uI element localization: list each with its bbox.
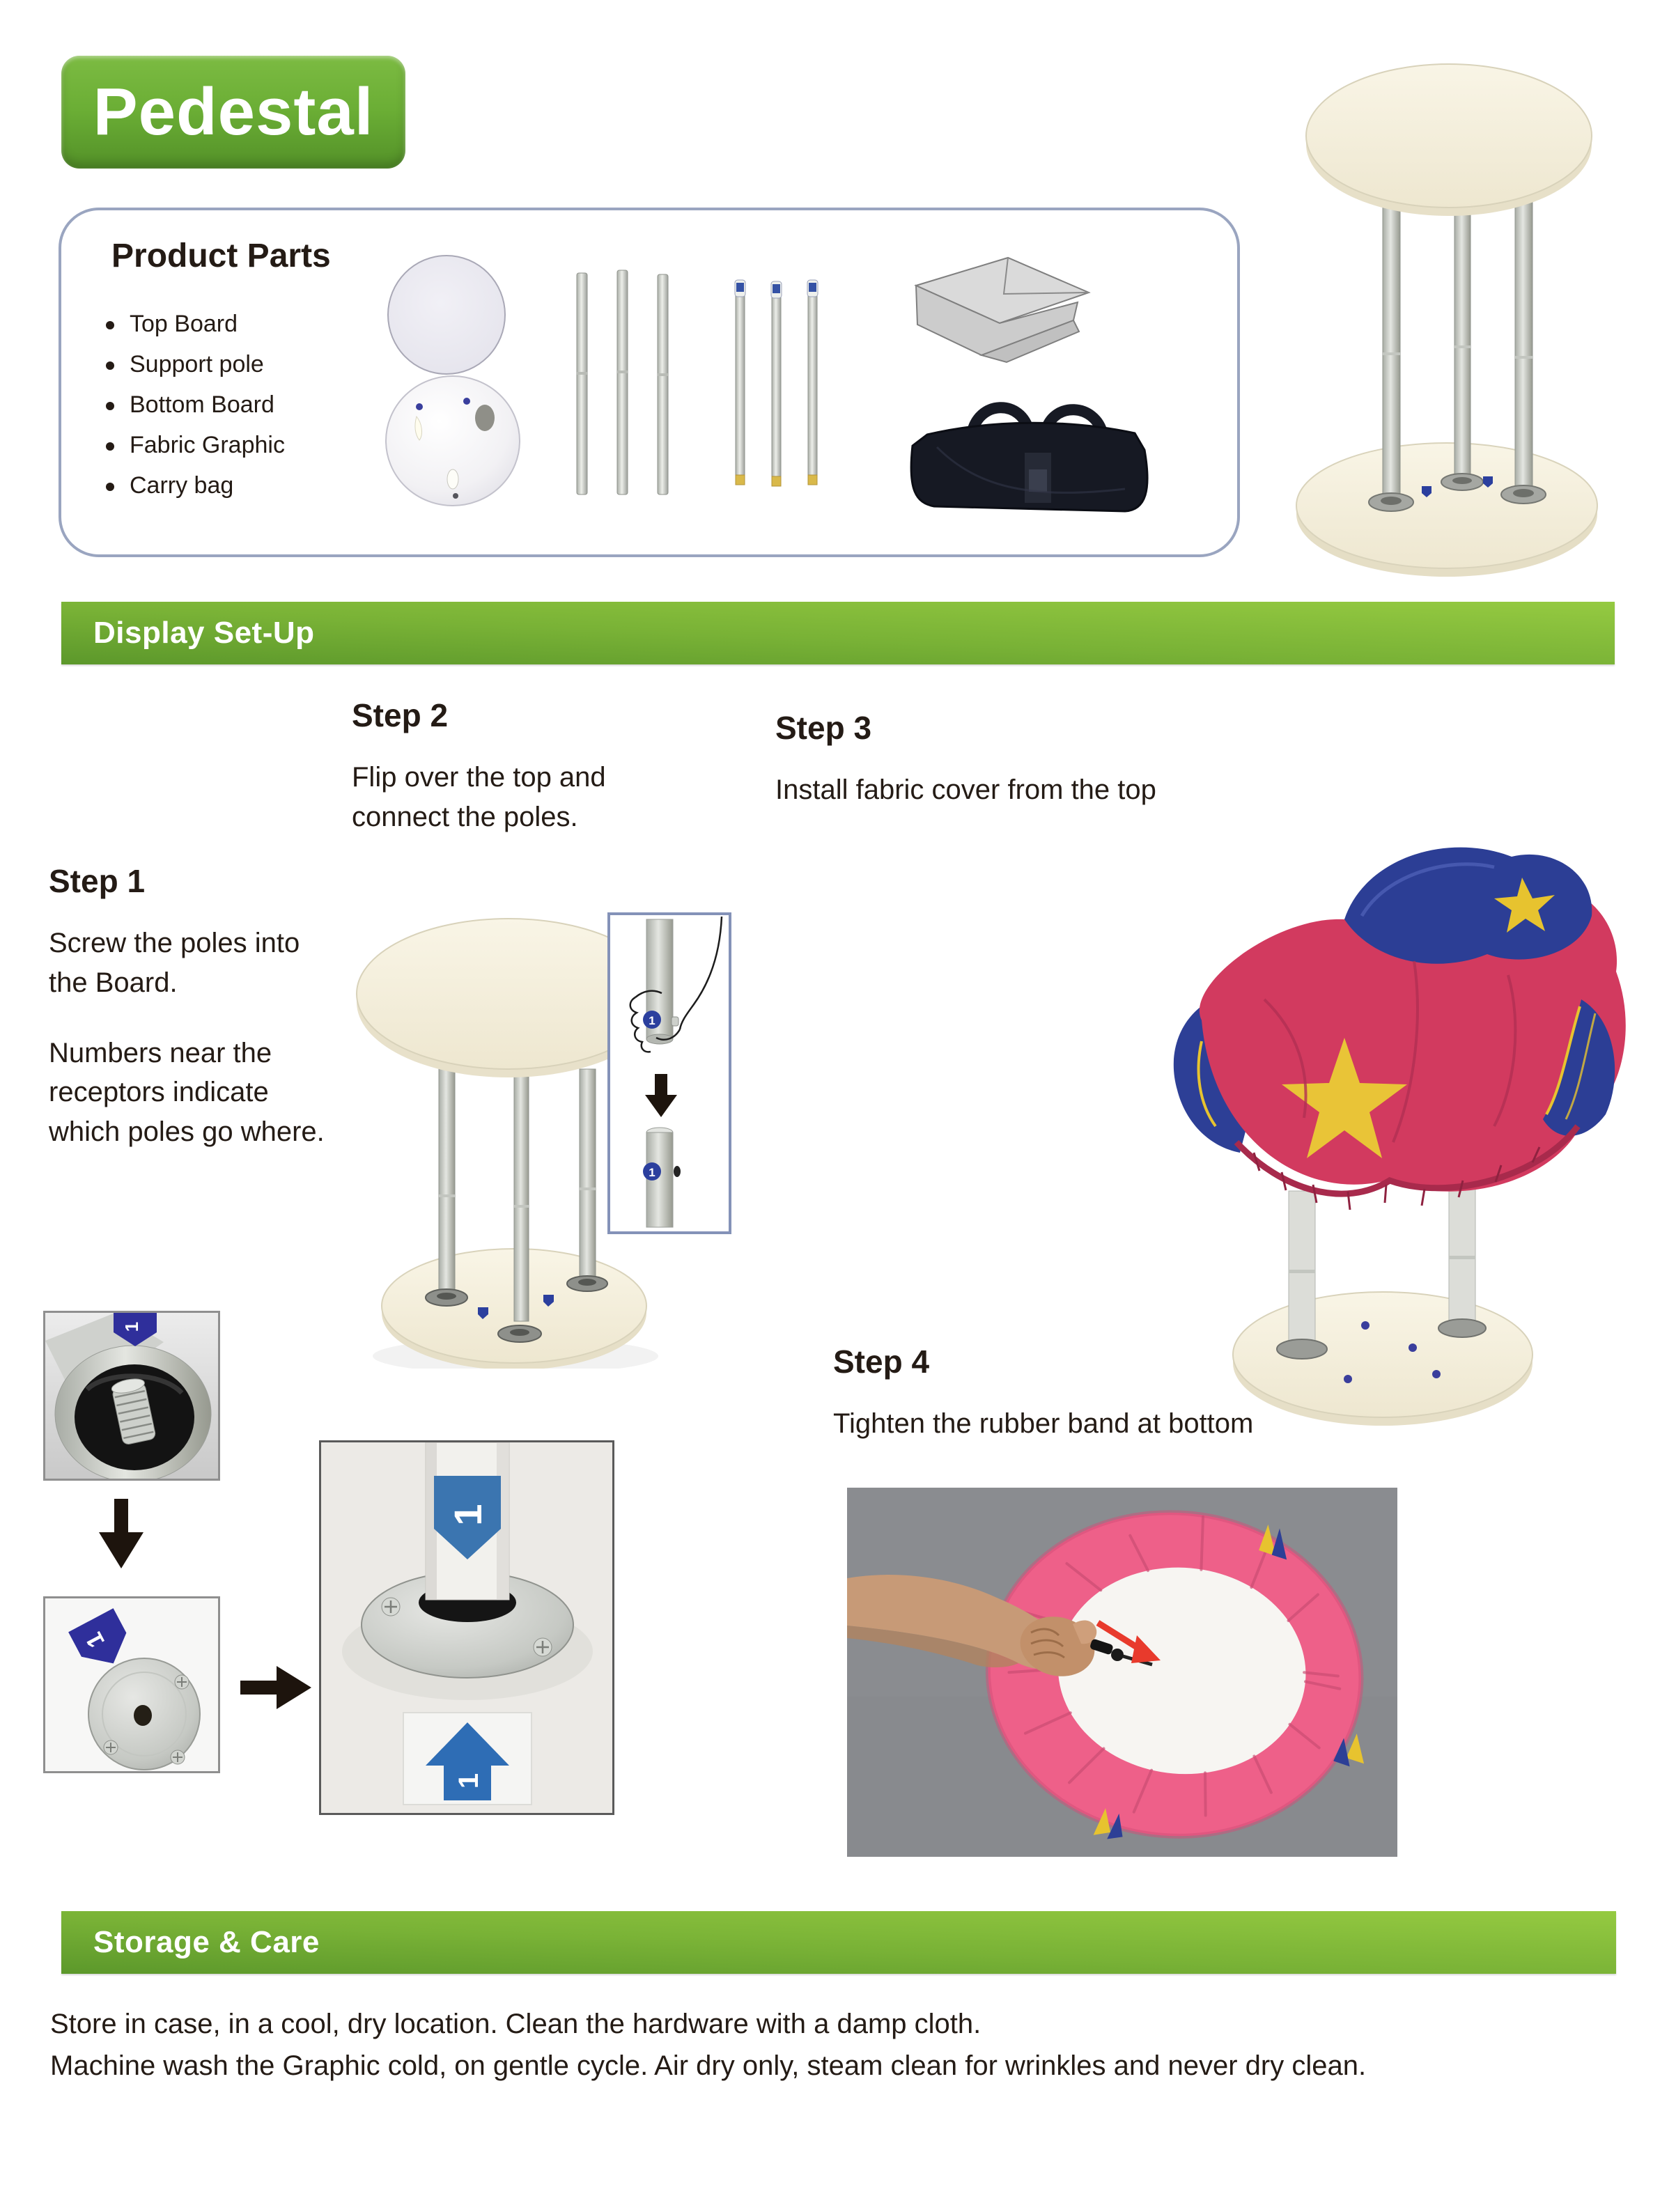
page-title: Pedestal [93, 75, 374, 149]
receptor-ring [1369, 493, 1413, 511]
receptor-ring [1501, 485, 1546, 504]
screw [104, 1740, 118, 1754]
numbered-poles-image [730, 276, 823, 497]
carry-bag-image [895, 384, 1161, 521]
blue-tag [773, 284, 780, 293]
list-item: Carry bag [106, 465, 285, 506]
fabric-cover [1174, 848, 1626, 1210]
support-pole [1454, 189, 1471, 480]
bullet-icon [106, 321, 114, 329]
support-pole [1449, 1177, 1475, 1329]
receptor-mark [447, 469, 458, 489]
pole-in-receptor-graphic [321, 1442, 612, 1813]
bullet-icon [106, 483, 114, 491]
product-parts-heading: Product Parts [111, 237, 331, 274]
receptor-ring [498, 1325, 541, 1342]
list-item: Bottom Board [106, 384, 285, 425]
step2-inset [607, 912, 731, 1234]
pole-number-dot [416, 403, 423, 410]
number-tag [1409, 1343, 1417, 1352]
receptor-ring [426, 1289, 467, 1306]
fabric-graphic-image [902, 252, 1101, 374]
step4-body: Tighten the rubber band at bottom [833, 1408, 1254, 1439]
support-pole [1383, 192, 1400, 500]
support-pole [580, 1069, 596, 1282]
screw [171, 1750, 185, 1764]
list-item: Fabric Graphic [106, 425, 285, 465]
screw-dot [453, 493, 458, 499]
receptor-plate-graphic [45, 1598, 218, 1771]
step2-text [352, 696, 686, 837]
receptor-ring [1438, 1319, 1486, 1337]
support-poles-image [570, 267, 676, 500]
blue-tag [809, 283, 816, 292]
top-board-image [387, 255, 506, 375]
floor-sticker [403, 1713, 531, 1805]
yellow-tip [772, 476, 781, 486]
support-pole [1289, 1191, 1315, 1350]
pole-number: 1 [446, 1504, 490, 1526]
yellow-tip [736, 475, 745, 485]
step1-assembled-receptor-photo [319, 1440, 614, 1815]
bullet-icon [106, 361, 114, 370]
snap-hole [674, 1166, 681, 1177]
step1-body2: Numbers near the receptors indicate which poles go where. [49, 1037, 325, 1148]
number-tag [1432, 1370, 1441, 1378]
list-item: Top Board [106, 304, 285, 344]
list-item: Support pole [106, 344, 285, 384]
yellow-tip [808, 475, 817, 485]
step2-body: Flip over the top and connect the poles. [352, 762, 606, 832]
hand-outline [630, 917, 722, 1052]
pole-number: 1 [121, 1321, 142, 1332]
pole-number: 1 [80, 1628, 111, 1652]
bottom-board [1296, 443, 1597, 568]
pole-number: 1 [453, 1773, 484, 1789]
screw [534, 1638, 552, 1656]
step1-body1: Screw the poles into the Board. [49, 928, 300, 998]
step3-body: Install fabric cover from the top [775, 774, 1156, 805]
step3-title: Step 3 [775, 710, 872, 746]
top-board [1306, 64, 1592, 208]
arrow-down-icon [99, 1499, 143, 1568]
support-pole [514, 1062, 529, 1321]
pole [658, 274, 668, 494]
number-tag [1361, 1321, 1369, 1330]
step3-fabric-photo [1115, 790, 1634, 1438]
step4-photo [847, 1488, 1397, 1857]
pole [617, 270, 628, 494]
care-instructions [50, 2003, 1659, 2087]
snap-button [672, 1017, 678, 1026]
section-banner-display-setup: Display Set-Up [61, 602, 1615, 664]
pole [771, 281, 782, 486]
pole-number-dot [463, 398, 470, 405]
section-banner-storage-care: Storage & Care [61, 1911, 1616, 1974]
pole [807, 280, 818, 485]
receptor-ring [1441, 474, 1483, 490]
receptor-ring [567, 1276, 607, 1291]
bottom-board-image [383, 373, 522, 508]
bullet-icon [106, 442, 114, 451]
bullet-icon [106, 402, 114, 410]
title-badge [61, 56, 405, 169]
arrow-right-icon [240, 1666, 311, 1709]
rubber-band-graphic [847, 1488, 1397, 1857]
step1-text [49, 862, 334, 1152]
step1-title: Step 1 [49, 863, 146, 899]
step2-title: Step 2 [352, 697, 449, 733]
screw [382, 1598, 400, 1616]
screw [175, 1675, 189, 1689]
bag-badge [1029, 469, 1047, 492]
support-pole [1515, 196, 1533, 494]
care-line: Machine wash the Graphic cold, on gentle cycle. Air dry only, steam clean for wrinkles and never dry clean. [50, 2050, 1367, 2081]
care-line: Store in case, in a cool, dry location. Clean the hardware with a damp cloth. [50, 2009, 981, 2039]
number-tag [1344, 1375, 1352, 1383]
arrow-down-icon [645, 1074, 677, 1117]
product-parts-list [106, 304, 285, 506]
receptor-mark [475, 405, 495, 431]
blue-tag [736, 283, 744, 292]
pole-number: 1 [649, 1166, 655, 1179]
step1-receptor-photo [43, 1596, 220, 1773]
support-pole [439, 1066, 455, 1295]
assembled-pedestal-photo [1285, 53, 1609, 579]
pole-number: 1 [649, 1014, 655, 1027]
pole-connection-diagram [610, 915, 729, 1231]
step1-pole-end-photo [43, 1311, 220, 1481]
bottom-board [1233, 1292, 1533, 1417]
pole [735, 280, 745, 485]
pole-end-graphic [45, 1313, 218, 1479]
pole [577, 273, 587, 494]
receptor-ring [1277, 1339, 1327, 1359]
thread-hole [134, 1705, 152, 1726]
step4-title: Step 4 [833, 1343, 930, 1380]
